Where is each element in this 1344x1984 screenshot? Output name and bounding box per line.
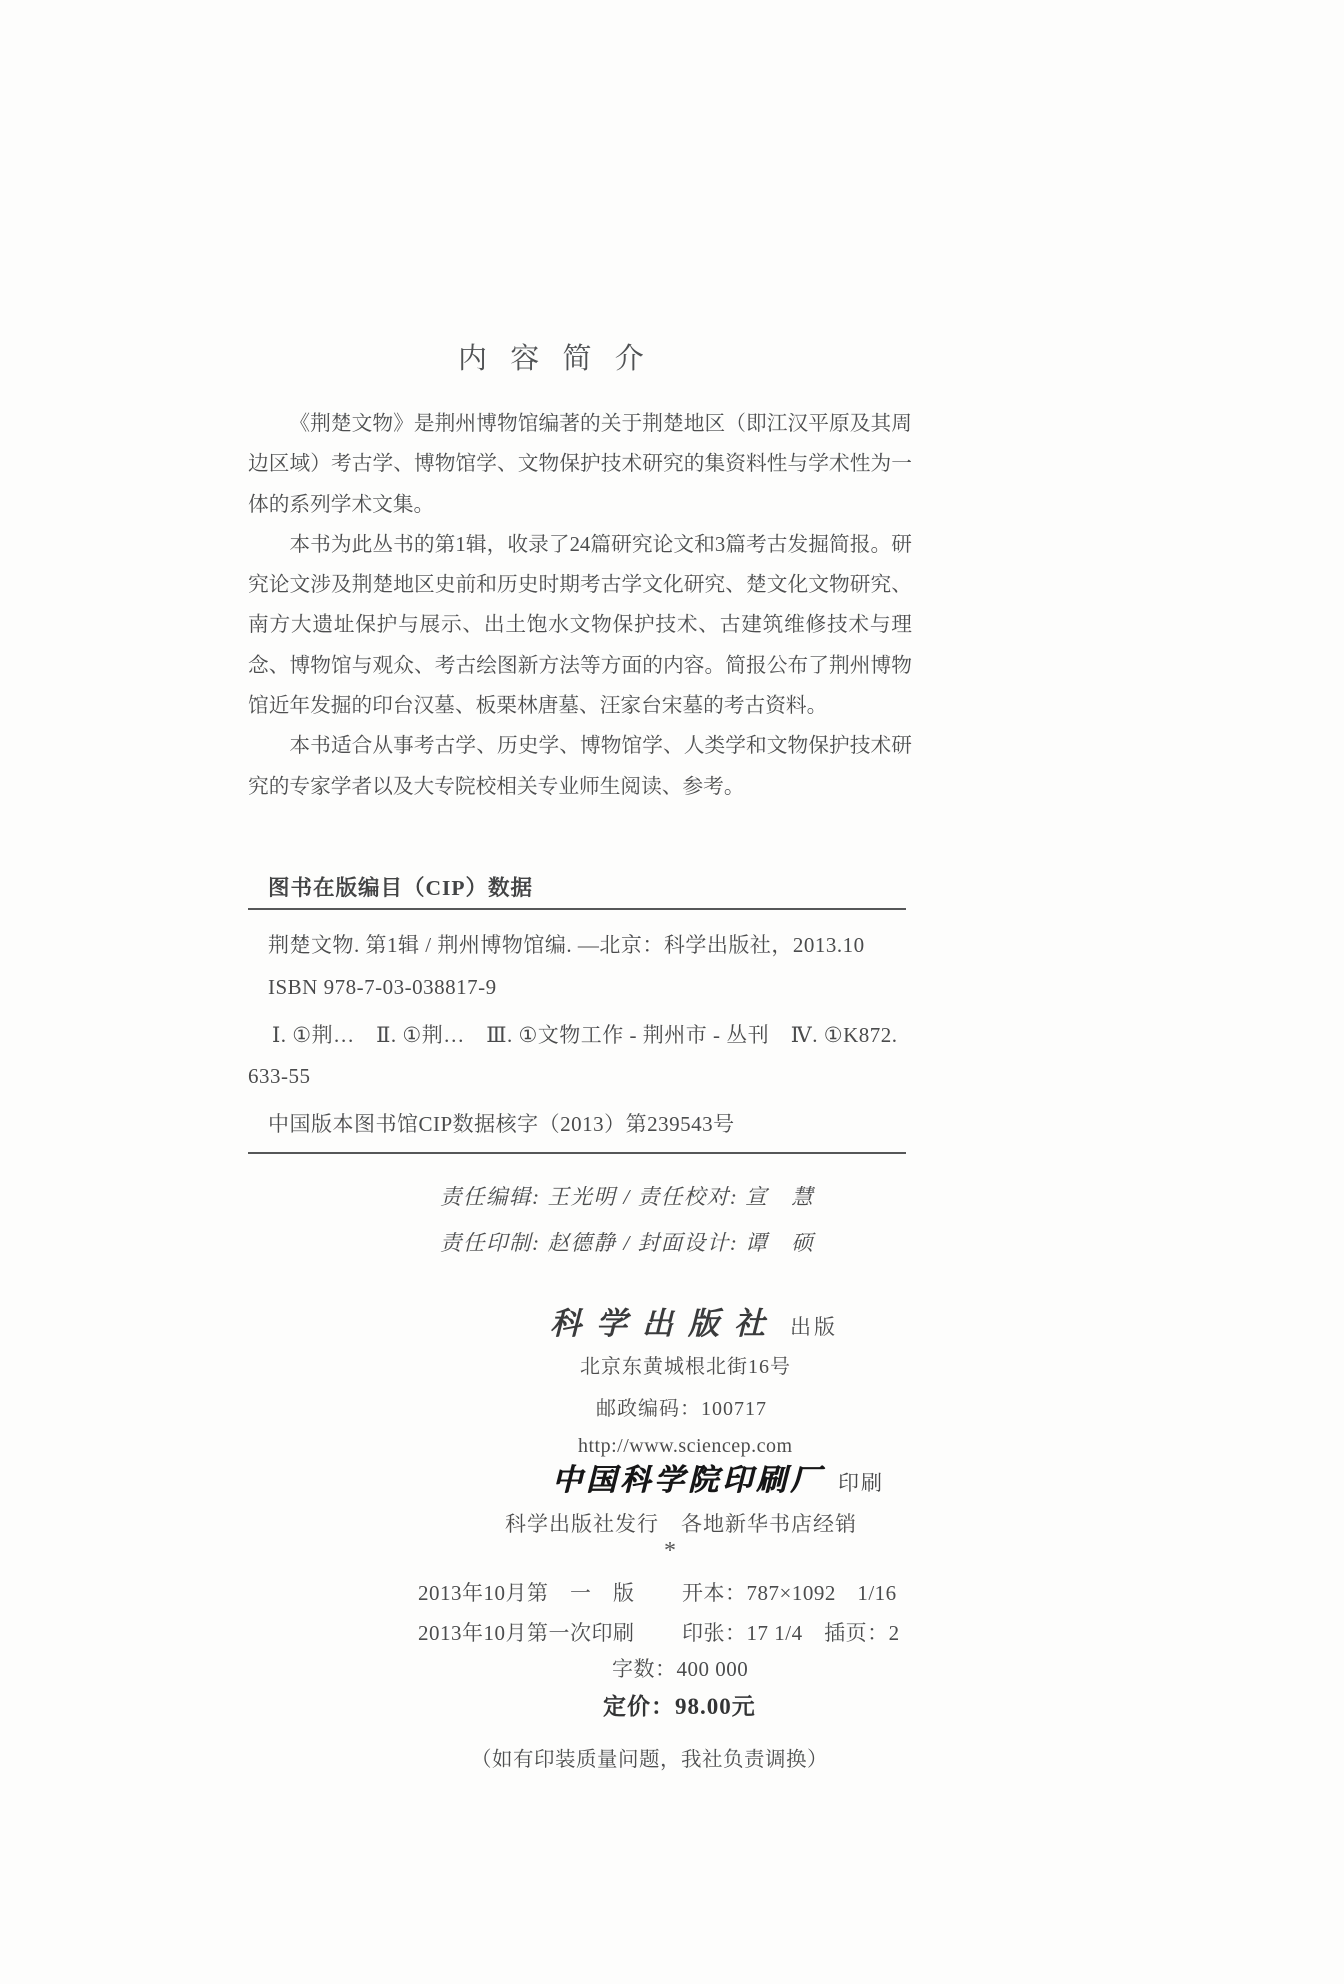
printer-logotype: 中国科学院印刷厂: [552, 1464, 824, 1497]
edition-date: 2013年10月第 一 版: [418, 1581, 635, 1605]
intro-line: 南方大遗址保护与展示、出土饱水文物保护技术、古建筑维修技术与理: [248, 614, 912, 637]
intro-line: 究论文涉及荆楚地区史前和历史时期考古学文化研究、楚文化文物研究、: [248, 574, 912, 597]
publisher-brand-suffix: 出版: [790, 1315, 838, 1339]
staff-editor-line: 责任编辑: 王光明 / 责任校对: 宣 慧: [440, 1185, 815, 1209]
cip-isbn: ISBN 978-7-03-038817-9: [268, 975, 497, 999]
intro-line: 本书适合从事考古学、历史学、博物馆学、人类学和文物保护技术研: [289, 735, 912, 758]
cip-classification: Ⅰ. ①荆… Ⅱ. ①荆… Ⅲ. ①文物工作 - 荆州市 - 丛刊 Ⅳ. ①K872.: [272, 1023, 898, 1047]
publisher-brand-logotype: 科学出版社: [550, 1306, 780, 1341]
price: 定价：98.00元: [603, 1694, 756, 1719]
intro-line: 体的系列学术文集。: [248, 493, 435, 516]
intro-line: 念、博物馆与观众、考古绘图新方法等方面的内容。简报公布了荆州博物: [248, 654, 912, 677]
printing-date: 2013年10月第一次印刷: [418, 1621, 635, 1645]
printer-suffix: 印刷: [838, 1471, 884, 1495]
intro-line: 馆近年发掘的印台汉墓、板栗林唐墓、汪家台宋墓的考古资料。: [248, 695, 828, 718]
printing-sheets: 印张：17 1/4 插页：2: [682, 1621, 900, 1645]
intro-heading: 内 容 简 介: [458, 343, 646, 375]
distribution-line: 科学出版社发行 各地新华书店经销: [505, 1512, 857, 1536]
publisher-address: 北京东黄城根北街16号: [580, 1356, 791, 1378]
publisher-brand-line: [550, 1298, 838, 1343]
intro-line: 边区域）考古学、博物馆学、文物保护技术研究的集资料性与学术性为一: [248, 453, 912, 476]
printer-line: [552, 1455, 884, 1499]
staff-print-design-line: 责任印制: 赵德静 / 封面设计: 谭 硕: [440, 1231, 815, 1255]
intro-paragraphs: [248, 404, 912, 807]
section-separator-asterisk: *: [664, 1538, 676, 1564]
cip-rule-top: [248, 908, 906, 910]
publisher-postcode: 邮政编码：100717: [596, 1398, 767, 1420]
cip-classification-wrap: 633-55: [248, 1064, 311, 1088]
cip-title-line: 荆楚文物. 第1辑 / 荆州博物馆编. —北京：科学出版社，2013.10: [268, 933, 865, 957]
intro-line: 究的专家学者以及大专院校相关专业师生阅读、参考。: [248, 775, 745, 798]
cip-record-number: 中国版本图书馆CIP数据核字（2013）第239543号: [268, 1112, 735, 1136]
reprint-note: （如有印装质量问题，我社负责调换）: [471, 1749, 828, 1771]
cip-rule-bottom: [248, 1152, 906, 1154]
edition-format: 开本：787×1092 1/16: [682, 1581, 897, 1605]
word-count: 字数：400 000: [612, 1657, 749, 1681]
publisher-url: http://www.sciencep.com: [578, 1435, 793, 1457]
intro-line: 本书为此丛书的第1辑，收录了24篇研究论文和3篇考古发掘简报。研: [289, 533, 912, 556]
intro-line: 《荆楚文物》是荆州博物馆编著的关于荆楚地区（即江汉平原及其周: [289, 413, 912, 435]
cip-heading: 图书在版编目（CIP）数据: [268, 876, 534, 900]
